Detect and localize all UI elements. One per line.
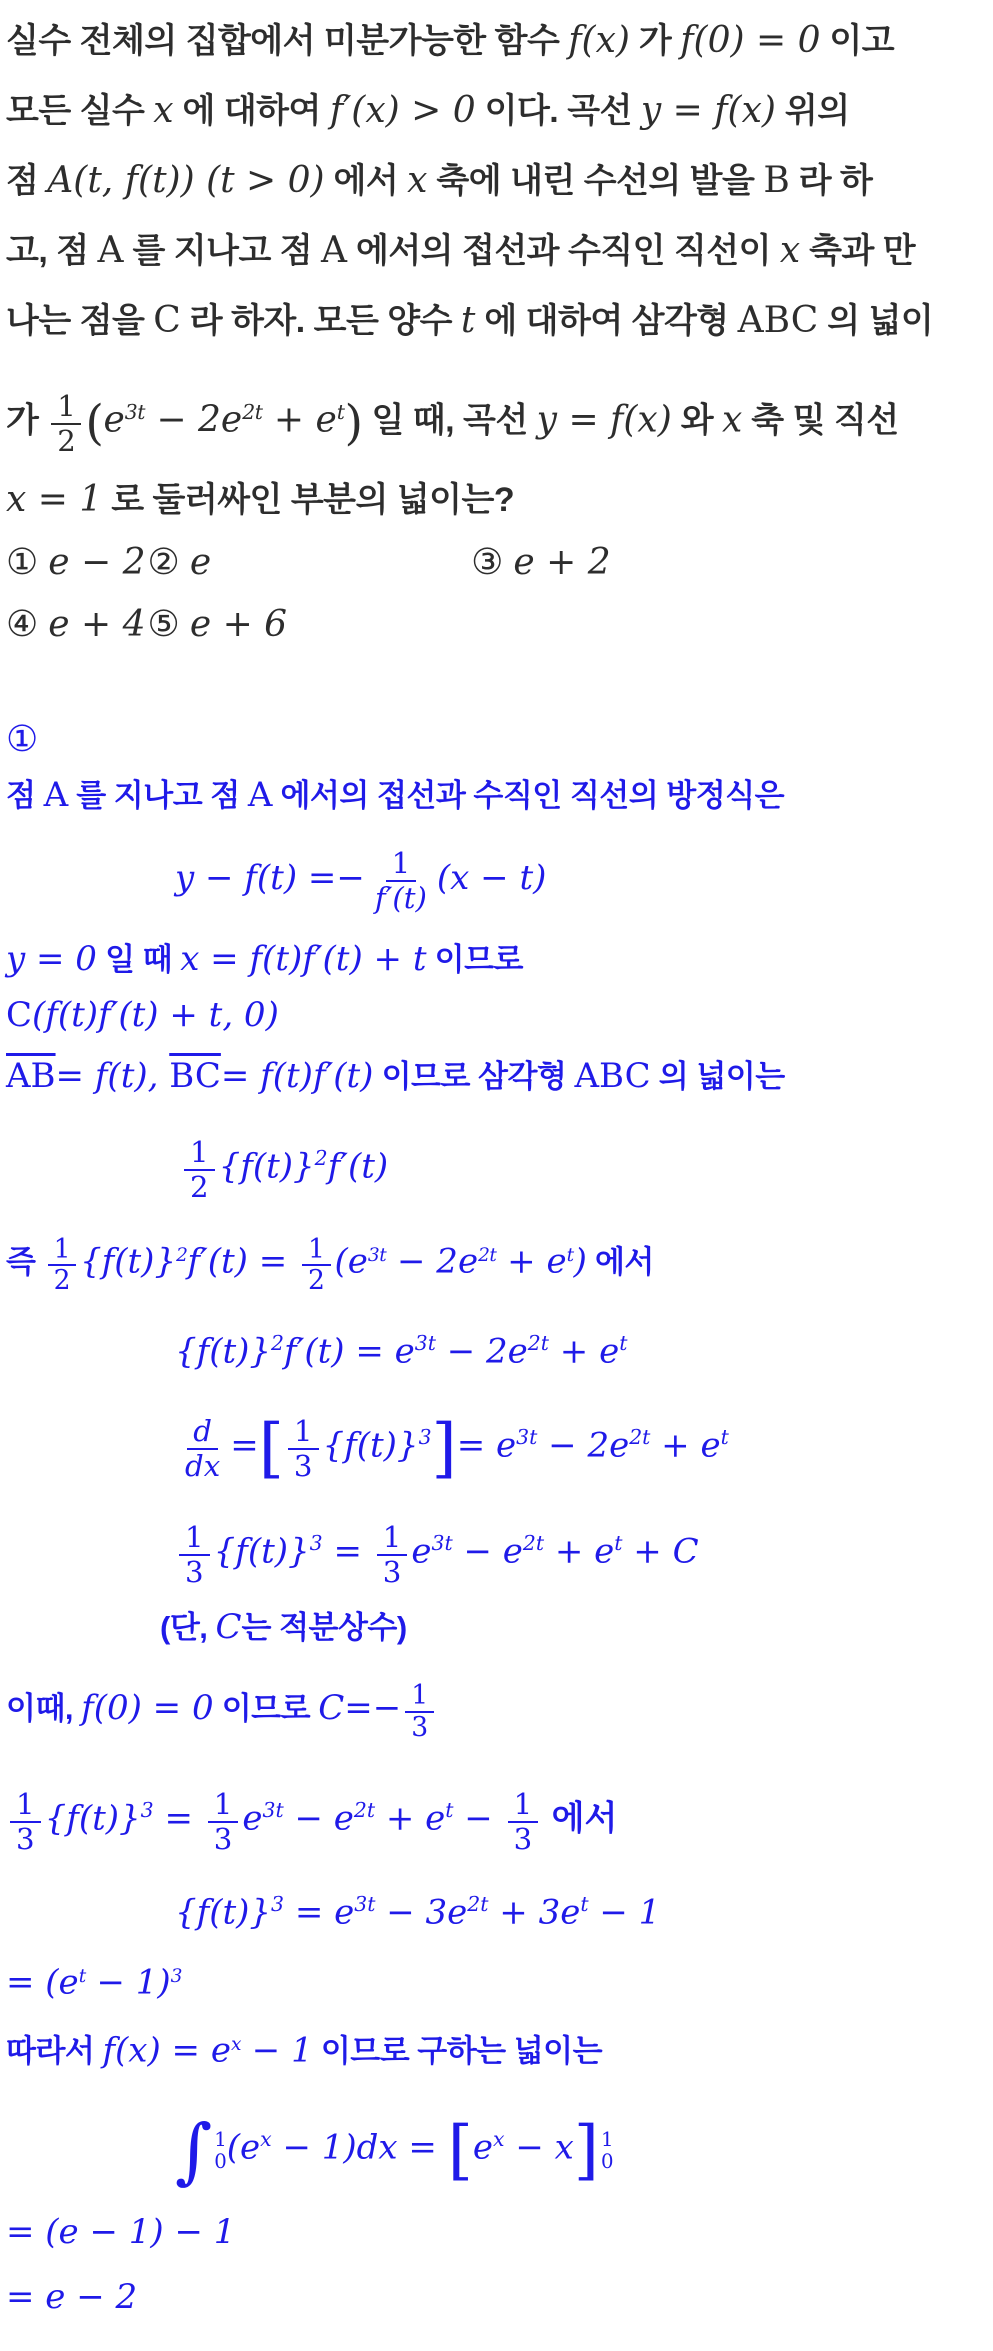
fraction-numerator: 1	[208, 1788, 239, 1823]
math-segment: {f(t)}	[175, 1892, 272, 1933]
fraction-denominator: 2	[53, 1265, 71, 1297]
fraction-numerator: 1	[184, 1136, 215, 1171]
math-segment: e	[103, 399, 125, 441]
math-segment: {f(t)}	[322, 1425, 419, 1466]
superscript: t	[78, 1966, 86, 1987]
math-segment: + e	[496, 1241, 567, 1282]
math-segment: {f(t)}	[213, 1531, 310, 1572]
text-segment: 에서	[324, 162, 408, 200]
superscript: 2	[271, 1331, 285, 1355]
math-segment: − 1)	[85, 1962, 171, 2003]
math-segment: = e	[456, 1425, 517, 1466]
evaluation-limits	[599, 2128, 614, 2173]
text-segment: 를 지나고 점	[68, 778, 248, 813]
math-segment: C	[6, 995, 33, 1035]
text-segment: 점	[6, 778, 44, 813]
math-segment: y = 0	[6, 939, 97, 979]
text-segment: 에서	[542, 1799, 618, 1838]
text-segment: 이고	[820, 22, 895, 60]
superscript: 2t	[242, 400, 263, 424]
text-segment: 위의	[775, 92, 850, 130]
fraction-numerator: 1	[508, 1788, 539, 1823]
text-segment: 점	[6, 162, 48, 200]
fraction-numerator: 1	[10, 1788, 41, 1823]
math-segment: x	[722, 399, 743, 441]
math-segment: {f(t)}	[175, 1331, 272, 1372]
superscript: x	[493, 2127, 505, 2151]
superscript: t	[445, 1798, 454, 1822]
math-segment: A	[247, 775, 273, 815]
solution-note-constant	[0, 1594, 993, 1660]
superscript: 3t	[262, 1798, 284, 1822]
math-segment: (e	[334, 1241, 368, 1282]
fraction-denominator: 3	[213, 1821, 233, 1856]
superscript: t	[336, 400, 345, 424]
math-segment: A(t, f(t)) (t > 0)	[47, 160, 325, 201]
math-segment: − 2e	[537, 1425, 630, 1466]
fraction-denominator: 3	[513, 1821, 533, 1856]
math-segment: C	[153, 300, 181, 341]
answer-mark: ①	[6, 719, 38, 760]
text-segment: 축에 내린 수선의 발을	[427, 162, 764, 200]
text-segment: 이므로 삼각형	[373, 1059, 575, 1094]
text-segment: 이때,	[6, 1691, 82, 1726]
math-segment: = (e	[6, 1962, 79, 2003]
fraction-denominator: 3	[16, 1821, 35, 1856]
superscript: t	[566, 1245, 574, 1266]
text-segment: 이므로	[213, 1691, 319, 1726]
math-segment: e	[472, 2127, 494, 2168]
text-segment: 로 둘러싸인 부분의 넓이는?	[102, 481, 515, 519]
math-segment: e	[411, 1531, 432, 1572]
fraction	[405, 1681, 433, 1743]
integral-sign: ∫	[175, 2109, 213, 2193]
solution-final-answer	[0, 2266, 993, 2328]
fraction-denominator: 3	[382, 1554, 402, 1589]
integral-limits	[212, 2128, 227, 2173]
superscript: 2t	[522, 1531, 545, 1555]
math-segment: x = 1	[6, 479, 103, 520]
text-segment: 모든 실수	[6, 92, 154, 130]
open-paren: (	[85, 395, 104, 451]
math-segment: (e	[226, 2127, 261, 2168]
fraction	[302, 1235, 330, 1297]
problem-line-2	[0, 76, 993, 146]
math-segment: = f(t)f′(t)	[220, 1056, 374, 1096]
problem-line-3	[0, 146, 993, 216]
problem-line-6	[0, 356, 993, 468]
math-segment: {f(t)}	[80, 1241, 177, 1282]
choice-2-number: ②	[147, 542, 180, 583]
text-segment: 가	[6, 401, 48, 440]
math-segment: f(x) = e	[102, 2030, 231, 2071]
fraction-denominator: 2	[190, 1169, 209, 1204]
overline-segment-BC: $\overline{BC}$	[169, 1056, 221, 1096]
math-segment: =	[230, 1425, 259, 1466]
overline-segment-AB: $\overline{AB}$	[6, 1056, 56, 1096]
math-segment: − e	[283, 1798, 354, 1839]
math-segment: )	[573, 1241, 587, 1282]
math-segment: + e	[650, 1425, 721, 1466]
math-segment: (f(t)f′(t) + t, 0)	[32, 995, 279, 1035]
equation-triangle-area	[0, 1108, 993, 1208]
choices-row-1	[0, 532, 993, 594]
math-segment: − e	[452, 1531, 523, 1572]
problem-line-5	[0, 286, 993, 356]
math-segment: = e	[284, 1892, 355, 1933]
math-segment: x	[153, 90, 174, 131]
math-segment: y = f(x)	[640, 90, 776, 131]
equation-f-squared	[0, 1304, 993, 1382]
math-segment: =	[153, 1798, 204, 1839]
fraction	[48, 1235, 76, 1297]
math-segment: − 1	[588, 1892, 661, 1933]
fraction	[369, 847, 433, 914]
text-segment: 축 및 직선	[742, 401, 899, 440]
math-segment: =	[322, 1531, 373, 1572]
solution-line-2	[0, 932, 993, 986]
text-segment: 라 하	[789, 162, 873, 200]
superscript: 2t	[353, 1798, 376, 1822]
superscript: 3	[140, 1798, 154, 1822]
superscript: x	[230, 2034, 241, 2055]
fraction-numerator: 1	[48, 1235, 76, 1267]
math-segment: = e − 2	[6, 2277, 138, 2317]
solution-line-1	[0, 766, 993, 824]
solution-line-7	[0, 1660, 993, 1756]
solution-line-4	[0, 1044, 993, 1108]
equation-integral	[0, 2080, 993, 2198]
text-segment: 실수 전체의 집합에서 미분가능한 함수	[6, 22, 569, 60]
choice-3-value: e + 2	[513, 542, 611, 583]
math-segment: A	[321, 230, 348, 271]
superscript: 2t	[478, 1245, 497, 1266]
text-segment: 축과 만	[800, 232, 916, 270]
fraction	[10, 1788, 41, 1855]
superscript: 3t	[354, 1892, 376, 1916]
evaluation-upper-limit: 1	[601, 2128, 614, 2152]
fraction-numerator: 1	[405, 1681, 433, 1713]
choice-5-value: e + 6	[189, 604, 288, 645]
text-segment: 따라서	[6, 2033, 103, 2069]
text-segment: (단,	[160, 1610, 216, 1645]
close-bracket: ]	[431, 1410, 457, 1486]
equation-derivative	[0, 1382, 993, 1492]
fraction-numerator: d	[187, 1415, 218, 1450]
equation-antiderivative	[0, 1492, 993, 1594]
fraction-denominator: 2	[308, 1265, 325, 1297]
text-segment: 에서의 접선과 수직인 직선이	[347, 232, 780, 270]
integral-lower-limit: 0	[214, 2149, 227, 2173]
math-segment: x = f(t)f′(t) + t	[180, 939, 427, 979]
math-segment: (x − t)	[436, 858, 547, 898]
text-segment: 이다. 곡선	[475, 92, 641, 130]
open-bracket: [	[258, 1410, 284, 1486]
solution-line-5	[0, 1208, 993, 1304]
text-segment: 일 때, 곡선	[362, 401, 537, 440]
problem-statement	[0, 0, 993, 532]
fraction	[288, 1415, 319, 1482]
math-segment: − 2e	[435, 1331, 528, 1372]
problem-line-1	[0, 6, 993, 76]
close-paren: )	[344, 395, 363, 451]
fraction	[208, 1788, 239, 1855]
superscript: 2	[314, 1146, 328, 1170]
math-segment: B	[763, 160, 790, 201]
fraction-denominator: 3	[293, 1448, 313, 1483]
fraction-numerator: 1	[377, 1521, 408, 1556]
fraction	[508, 1788, 539, 1855]
text-segment: 고, 점	[6, 232, 98, 270]
fraction-denominator: 2	[57, 423, 76, 458]
math-segment: f′(t) = e	[284, 1331, 415, 1372]
fraction-denominator: f′(t)	[374, 881, 427, 916]
evaluation-lower-limit: 0	[601, 2149, 614, 2173]
fraction	[184, 1136, 215, 1203]
math-segment: f′(t) =	[187, 1241, 299, 1282]
math-segment: − 2e	[144, 399, 243, 441]
fraction-numerator: 1	[288, 1415, 319, 1450]
text-segment: 나는 점을	[6, 302, 154, 340]
text-segment: 즉	[6, 1244, 44, 1280]
math-segment: − 1)dx =	[271, 2127, 448, 2168]
problem-line-4	[0, 216, 993, 286]
close-bracket: ]	[573, 2112, 599, 2188]
text-segment: 는 적분상수)	[241, 1610, 407, 1645]
math-segment: f(0) = 0	[81, 1688, 214, 1728]
fraction	[179, 1521, 210, 1588]
text-segment: 에 대하여	[173, 92, 330, 130]
superscript: 3t	[367, 1245, 387, 1266]
math-segment: − 3e	[375, 1892, 468, 1933]
superscript: x	[260, 2127, 272, 2151]
math-segment: y = f(x)	[536, 399, 672, 441]
text-segment: 일 때	[96, 942, 181, 977]
choice-5-number: ⑤	[147, 604, 180, 645]
superscript: 3	[309, 1531, 323, 1555]
fraction	[51, 390, 81, 457]
math-segment: − 2e	[386, 1241, 479, 1282]
fraction-numerator: 1	[179, 1521, 210, 1556]
superscript: t	[619, 1331, 628, 1355]
solution-line-8	[0, 1944, 993, 2010]
math-segment: − 1	[240, 2030, 313, 2071]
choice-4-number: ④	[6, 604, 39, 645]
superscript: 2	[176, 1245, 188, 1266]
math-segment: x	[407, 160, 428, 201]
math-segment: + C	[622, 1531, 699, 1572]
math-segment: f(0) = 0	[680, 20, 821, 61]
math-segment: e	[242, 1798, 263, 1839]
math-segment: A	[97, 230, 124, 271]
math-segment: t	[460, 300, 476, 341]
text-segment: 가	[629, 22, 681, 60]
math-segment: + e	[548, 1331, 620, 1372]
integral-upper-limit: 1	[214, 2128, 227, 2152]
choice-4-value: e + 4	[48, 604, 146, 645]
math-segment: {f(t)}	[44, 1798, 141, 1839]
correct-answer-badge	[0, 714, 993, 766]
math-segment: C=−	[318, 1688, 402, 1728]
math-segment: + 3e	[488, 1892, 581, 1933]
text-segment: 이므로 구하는 넓이는	[312, 2033, 603, 2069]
choice-3-number: ③	[471, 542, 504, 583]
choice-1-value: e − 2	[48, 542, 146, 583]
text-segment: 와	[671, 401, 723, 440]
math-segment: ABC	[737, 300, 819, 341]
superscript: 3t	[414, 1331, 436, 1355]
math-segment: −	[453, 1798, 504, 1839]
math-segment: = f(t),	[55, 1056, 170, 1096]
math-segment: f′(t)	[327, 1146, 389, 1187]
superscript: t	[720, 1425, 729, 1449]
math-segment: A	[43, 775, 69, 815]
superscript: t	[580, 1892, 589, 1916]
superscript: 3t	[516, 1425, 538, 1449]
text-segment: 라 하자. 모든 양수	[180, 302, 461, 340]
superscript: 2t	[629, 1425, 651, 1449]
equation-with-constant	[0, 1756, 993, 1864]
math-segment: C	[215, 1607, 242, 1647]
text-segment: 에 대하여 삼각형	[475, 302, 738, 340]
math-segment: x	[779, 230, 801, 271]
superscript: t	[614, 1531, 623, 1555]
solution-line-10	[0, 2198, 993, 2266]
math-segment: − x	[504, 2127, 574, 2168]
math-segment: + e	[262, 399, 337, 441]
problem-line-7	[0, 468, 993, 532]
text-segment: 의 넓이는	[650, 1059, 785, 1094]
superscript: 2t	[527, 1331, 549, 1355]
superscript: 3	[418, 1425, 432, 1449]
fraction-denominator: 3	[185, 1554, 204, 1589]
math-segment: f′(x) > 0	[329, 90, 476, 131]
equation-cubed	[0, 1864, 993, 1944]
math-segment: f(x)	[568, 20, 630, 61]
fraction-denominator: dx	[185, 1448, 221, 1483]
choice-1-number: ①	[6, 542, 39, 583]
superscript: 3t	[124, 400, 145, 424]
solution-line-3	[0, 986, 993, 1044]
open-bracket: [	[447, 2112, 473, 2188]
math-segment: {f(t)}	[218, 1146, 315, 1187]
text-segment: 의 넓이	[818, 302, 934, 340]
solution	[0, 714, 993, 2328]
fraction	[377, 1521, 408, 1588]
fraction	[179, 1415, 226, 1482]
superscript: 3	[271, 1892, 285, 1916]
text-segment: 이므로	[426, 942, 523, 977]
answer-choices	[0, 532, 993, 656]
fraction-numerator: 1	[51, 390, 81, 425]
superscript: 3	[170, 1966, 183, 1987]
superscript: 3t	[431, 1531, 453, 1555]
fraction-numerator: 1	[302, 1235, 330, 1267]
text-segment: 에서의 접선과 수직인 직선의 방정식은	[272, 778, 785, 813]
choices-row-2	[0, 594, 993, 656]
equation-normal-line	[0, 824, 993, 932]
text-segment: 를 지나고 점	[123, 232, 322, 270]
fraction-denominator: 3	[411, 1711, 428, 1743]
choice-2-value: e	[189, 542, 212, 583]
superscript: 2t	[467, 1892, 489, 1916]
math-segment: + e	[375, 1798, 446, 1839]
solution-line-9	[0, 2010, 993, 2080]
math-segment: + e	[544, 1531, 615, 1572]
fraction-numerator: 1	[386, 847, 417, 882]
math-segment: ABC	[574, 1056, 651, 1096]
text-segment: 에서	[586, 1244, 654, 1280]
math-segment: = (e − 1) − 1	[6, 2212, 236, 2252]
math-segment: y − f(t) =−	[175, 858, 365, 898]
